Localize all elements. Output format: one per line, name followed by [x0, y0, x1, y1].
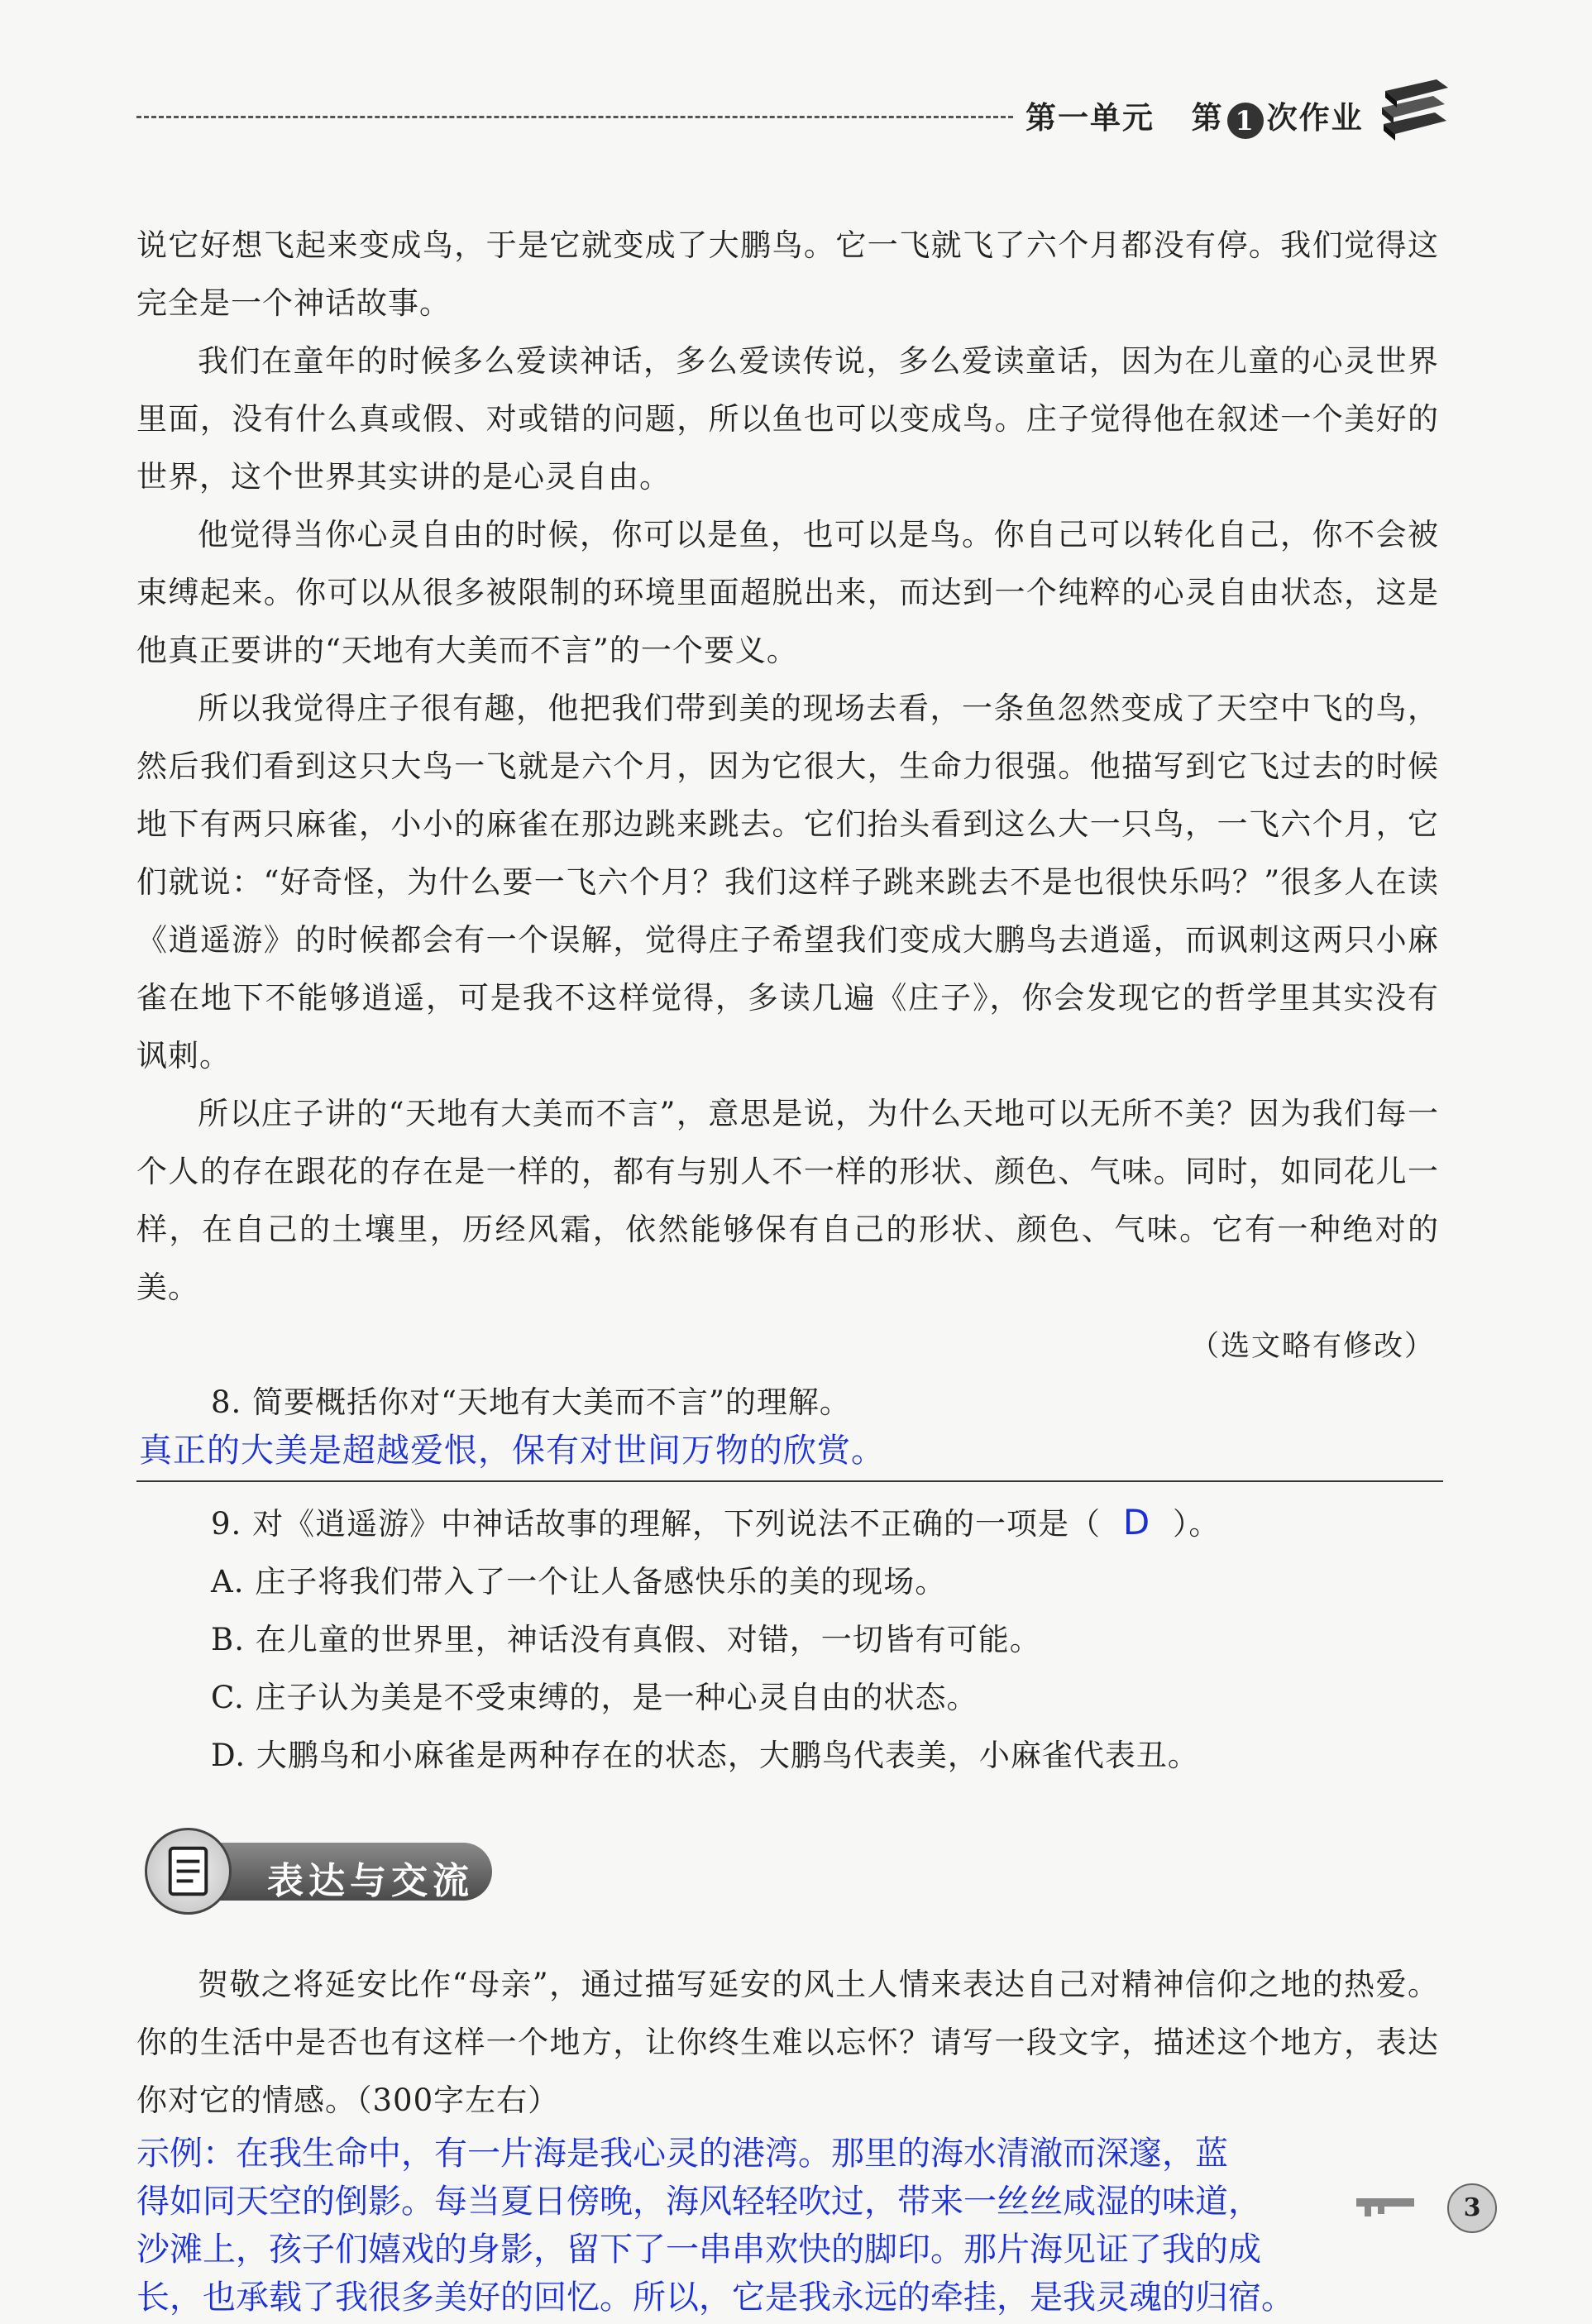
page-number: 3: [1447, 2183, 1497, 2233]
passage-paragraph: 所以我觉得庄子很有趣，他把我们带到美的现场去看，一条鱼忽然变成了天空中飞的鸟，然后我们看到这只大鸟一飞就是六个月，因为它很大，生命力很强。他描写到它飞过去的时候地下有两只麻雀，小小的麻雀在那边跳来跳去。它们抬头看到这么大一只鸟，一飞六个月，它们就说：“好奇怪，为什么要一飞六个月？我们这样子跳来跳去不是也很快乐吗？”很多人在读《逍遥游》的时候都会有一个误解，觉得庄子希望我们变成大鹏鸟去逍遥，而讽刺这两只小麻雀在地下不能够逍遥，可是我不这样觉得，多读几遍《庄子》，你会发现它的哲学里其实没有讽刺。: [136, 691, 1439, 1074]
question-8-answer: 真正的大美是超越爱恨，保有对世间万物的欣赏。: [139, 1432, 885, 1470]
lesson-prefix: 第: [1191, 99, 1224, 136]
essay-line: 示例：在我生命中，有一片海是我心灵的港湾。那里的海水清澈而深邃，蓝: [136, 2135, 1228, 2173]
section-banner: [145, 1828, 500, 1915]
passage-paragraph: 我们在童年的时候多么爱读神话，多么爱读传说，多么爱读童话，因为在儿童的心灵世界里面，没有什么真或假、对或错的问题，所以鱼也可以变成鸟。庄子觉得他在叙述一个美好的世界，这个世界其实讲的是心灵自由。: [136, 343, 1439, 495]
option-c: C. 庄子认为美是不受束缚的，是一种心灵自由的状态。: [211, 1680, 978, 1715]
question-8-prompt: 8. 简要概括你对“天地有大美而不言”的理解。: [211, 1384, 851, 1420]
sample-essay: [136, 2130, 1460, 2322]
page-header: [1025, 93, 1364, 139]
question-9-text-end: ）。: [1172, 1506, 1221, 1542]
option-a: A. 庄子将我们带入了一个让人备感快乐的美的现场。: [211, 1564, 947, 1600]
key-icon: [1356, 2175, 1456, 2233]
books-icon: [1377, 73, 1451, 147]
section-title: 表达与交流: [267, 1860, 474, 1902]
answer-line: [136, 1480, 1443, 1482]
question-9-prompt: [211, 1499, 1220, 1543]
unit-label: 第一单元: [1025, 99, 1155, 136]
passage-paragraph: 他觉得当你心灵自由的时候，你可以是鱼，也可以是鸟。你自己可以转化自己，你不会被束缚起来。你可以从很多被限制的环境里面超脱出来，而达到一个纯粹的心灵自由状态，这是他真正要讲的“天地有大美而不言”的一个要义。: [136, 517, 1439, 668]
essay-line: 得如同天空的倒影。每当夏日傍晚，海风轻轻吹过，带来一丝丝咸湿的味道，: [136, 2183, 1261, 2221]
reading-passage: [136, 217, 1439, 1317]
option-b: B. 在儿童的世界里，神话没有真假、对错，一切皆有可能。: [211, 1622, 1041, 1657]
question-9-text: 9. 对《逍遥游》中神话故事的理解，下列说法不正确的一项是（: [211, 1506, 1102, 1542]
lesson-suffix: 次作业: [1266, 99, 1364, 136]
task-prompt: 贺敬之将延安比作“母亲”，通过描写延安的风土人情来表达自己对精神信仰之地的热爱。你的生活中是否也有这样一个地方，让你终生难以忘怀？请写一段文字，描述这个地方，表达你对它的情感。（300字左右）: [136, 1967, 1439, 2118]
lesson-number: 1: [1227, 103, 1264, 139]
essay-line: 沙滩上，孩子们嬉戏的身影，留下了一串串欢快的脚印。那片海见证了我的成: [136, 2231, 1261, 2269]
essay-line: 长，也承载了我很多美好的回忆。所以，它是我永远的牵挂，是我灵魂的归宿。: [136, 2279, 1294, 2317]
passage-paragraph: 所以庄子讲的“天地有大美而不言”，意思是说，为什么天地可以无所不美？因为我们每一个人的存在跟花的存在是一样的，都有与别人不一样的形状、颜色、气味。同时，如同花儿一样，在自己的土壤里，历经风霜，依然能够保有自己的形状、颜色、气味。它有一种绝对的美。: [136, 1096, 1439, 1305]
writing-task: [136, 1956, 1439, 2130]
passage-paragraph: 说它好想飞起来变成鸟，于是它就变成了大鹏鸟。它一飞就飞了六个月都没有停。我们觉得这完全是一个神话故事。: [136, 227, 1439, 321]
option-d: D. 大鹏鸟和小麻雀是两种存在的状态，大鹏鸟代表美，小麻雀代表丑。: [211, 1738, 1199, 1773]
source-note: （选文略有修改）: [1189, 1330, 1435, 1363]
notebook-icon: [145, 1828, 232, 1915]
question-9-answer: D: [1122, 1502, 1151, 1542]
header-dashed-rule: [136, 116, 1013, 118]
